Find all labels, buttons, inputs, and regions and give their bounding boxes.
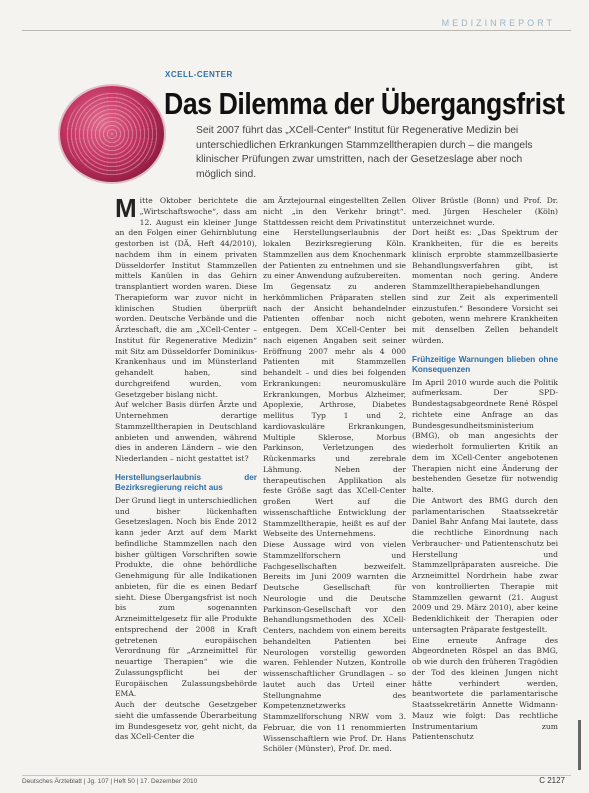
paragraph: Oliver Brüstle (Bonn) und Prof. Dr. med. Jürgen Hescheler (Köln) unterzeichnet wurde. xyxy=(412,196,558,227)
paragraph: Auf welcher Basis dürfen Ärzte und Unternehmen derartige Stammzelltherapien in Deutschland anbieten und anwenden, während dies in anderen Ländern – wie den Niederlanden – nicht gestattet ist? xyxy=(115,400,257,463)
subheading: Frühzeitige Warnungen blieben ohne Konsequenzen xyxy=(412,354,558,374)
paragraph: am Ärztejournal eingestellten Zellen nicht „in den Verkehr bringt“. Stattdessen reicht dem Privatinstitut eine Herstellungserlaubnis der lokalen Bezirksregierung Köln. Stammzellen aus dem Knochenmark der Patienten zu entnehmen und sie zu einer Anwendung aufzubereiten. xyxy=(263,196,406,281)
column-3 xyxy=(412,196,558,743)
paragraph: Im April 2010 wurde auch die Politik aufmerksam. Der SPD-Bundestagsabgeordnete René Röspel richtete eine Anfrage an das Bundesgesundheitsministerium (BMG), ob man angesichts der wiederholt formulierten Kritik an dem im XCell-Center angebotenen Therapien nicht eine Änderung der bestehenden Gesetze für notwendig halte. xyxy=(412,377,558,494)
column-1 xyxy=(115,193,258,743)
paragraph: Dort heißt es: „Das Spektrum der Krankheiten, für die es bereits klinisch erprobte stammzellbasierte Behandlungsverfahren gibt, ist momentan noch gering. Andere Stammzelltherapiebehandlungen sind zur Zeit als experimentell einzustufen.“ Besondere Vorsicht sei geboten, wenn mehrere Krankheiten mit denselben Zellen behandelt würden. xyxy=(412,228,558,345)
dropcap: M xyxy=(115,193,137,223)
column-2 xyxy=(263,196,406,755)
paragraph: Eine erneute Anfrage des Abgeordneten Röspel an das BMG, ob wie durch den früheren Tragödien der Tod des kleinen Jungen nicht hätte verhindert werden, beantwortete die parlamentarische Staatssekretärin Annette Widmann-Mauz wie folgt: Das rechtliche Instrumentarium zum Patientenschutz xyxy=(412,635,558,742)
paragraph: Auch der deutsche Gesetzgeber sieht die umfassende Überarbeitung im Bundesgesetz vor, geht nicht, da das XCell-Center die xyxy=(115,700,257,742)
paragraph: Diese Aussage wird von vielen Stammzellforschern und Fachgesellschaften bezweifelt. Bereits im Juni 2009 warnten die Deutsche Gesellschaft für Neurologie und die Deutsche Parkinson-Gesellschaft vor den Behandlungsmethoden des XCell-Centers, nachdem von einem bereits behandelten Patienten bei Neurologen vorstellig geworden waren. Fehlender Nutzen, Kontrolle wissenschaftlicher Grundlagen – so lautet auch das Urteil einer Stellungnahme des Kompetenznetzwerks Stammzellforschung NRW vom 3. Februar, die von 11 renommierten Wissenschaftlern wie Prof. Dr. Hans Schöler (Münster), Prof. Dr. med. xyxy=(263,540,406,754)
paragraph: Im Gegensatz zu anderen herkömmlichen Präparaten stellen nach der Ansicht behandelnder Patienten offenbar noch nicht entgegen. Dem XCell-Center bei nach eigenen Angaben seit seiner Eröffnung 2007 mehr als 4 000 Patienten mit Stammzellen behandelt – und dies bei folgenden Erkrankungen: neuromuskuläre Erkrankungen, Morbus Alzheimer, Apoplexie, Arthrose, Diabetes mellitus Typ 1 und 2, kardiovaskuläre Erkrankungen, Multiple Sklerose, Morbus Parkinson, Verletzungen des Rückenmarks und zerebrale Lähmung. Neben der therapeutischen Applikation als feste Größe sagt das XCell-Center großen Wert auf die wissenschaftliche Entwicklung der Stammzelltherapie, heißt es auf der Webseite des Unternehmens. xyxy=(263,282,406,539)
paragraph: Die Antwort des BMG durch den parlamentarischen Staatssekretär Daniel Bahr Anfang Mai lautete, dass die rechtliche Einordnung nach Verbraucher- und Patientenschutz bei Herstellung und Stammzellpräparaten ausreiche. Die Arzneimittel Nordrhein habe zwar von kontrollierten Therapie mit Stammzellen gewarnt (21. August 2009 und 29. März 2010), aber keine Bedenklichkeit der Therapien oder untersagten Präparate festgestellt. xyxy=(412,495,558,634)
header-rule xyxy=(22,30,571,31)
margin-mark xyxy=(578,720,581,770)
article-lead: Seit 2007 führt das „XCell-Center“ Institut für Regenerative Medizin bei unterschiedlichen Erkrankungen Stammzelltherapien durch – die mangels klinischer Prüfungen zwar umstritten, nach der Gesetzeslage aber noch möglich sind. xyxy=(196,125,533,180)
footer-rule xyxy=(22,775,571,776)
stem-cell-image xyxy=(60,86,164,182)
subheading: Herstellungserlaubnis der Bezirksregierung reicht aus xyxy=(115,472,257,493)
article-kicker: XCELL-CENTER xyxy=(165,70,233,79)
paragraph-text: itte Oktober berichtete die „Wirtschaftswoche“, dass am 12. August ein kleiner Junge an den Folgen einer Gehirnblutung gestorben ist (DÄ, Heft 44/2010), nachdem ihm in einem privaten Düsseldorfer Institut Stammzellen mittels Kanülen in das Gehirn transplantiert worden waren. Diese Therapieform war zuvor nicht in klinischen Studien überprüft worden. Deutsche Verbände und die Ärzteschaft, die am „XCell-Center – Institut für Regenerative Medizin“ mit Sitz am Düsseldorfer Dominikus-Krankenhaus und im Münsterland gehandelt haben, sind durchgreifend wurden, vom Gesetzgeber bislang nicht. xyxy=(115,196,258,399)
footer-citation: Deutsches Ärzteblatt | Jg. 107 | Heft 50 | 17. Dezember 2010 xyxy=(22,778,198,785)
paragraph xyxy=(115,193,258,400)
section-label: MEDIZINREPORT xyxy=(441,18,555,28)
page-number: C 2127 xyxy=(539,776,565,785)
paragraph: Der Grund liegt in unterschiedlichen und bisher lückenhaften Gesetzeslagen. Noch bis Ende 2012 kann jeder Arzt auf dem Markt befindliche Stammzellen nach den bisher gültigen Vorschriften sowie Produkte, die ohne behördliche Genehmigung für alle Indikationen anbieten, für die es einen Bedarf sieht. Diese Übergangsfrist ist noch bis zum sogenannten Arzneimittelgesetz für alle Produkte entsprechend der 2008 in Kraft getretenen europäischen Verordnung für „Arzneimittel für neuartige Therapien“ wie die Zulassungspflicht bei der Europäischen Zulassungsbehörde EMA. xyxy=(115,495,257,699)
article-title: Das Dilemma der Übergangsfrist xyxy=(164,86,565,121)
